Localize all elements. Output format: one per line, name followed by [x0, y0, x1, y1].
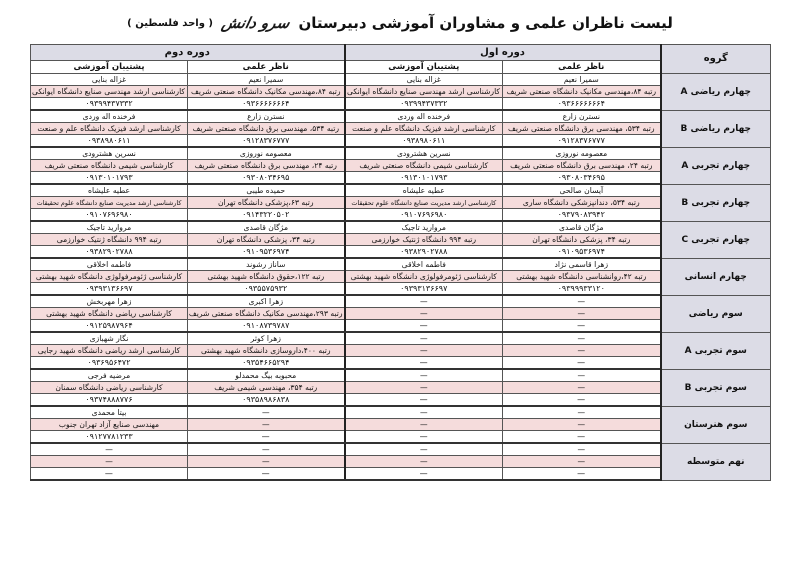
p1-support-name-cell: —	[345, 406, 503, 419]
group-label: سوم ریاضی	[661, 295, 771, 332]
table-body	[31, 74, 771, 481]
p1-supervisor-credential-cell: رتبه ۳۴، پزشکی دانشگاه تهران	[503, 234, 661, 246]
p1-support-credential-cell: —	[345, 308, 503, 320]
table-row	[31, 443, 771, 456]
p2-support-name-cell: بیتا محمدی	[31, 406, 188, 419]
p1-supervisor-phone-cell: —	[503, 357, 661, 370]
p1-support-name-cell: —	[345, 443, 503, 456]
p1-support-phone-cell: ۰۹۱۰۷۶۹۶۹۸۰	[345, 209, 503, 222]
group-label: سوم تجربی B	[661, 369, 771, 406]
table-row	[31, 209, 771, 222]
table-row	[31, 357, 771, 370]
p1-supervisor-credential-cell: —	[503, 456, 661, 468]
p2-supervisor-credential-cell: رتبه ۱۲۲،حقوق دانشگاه شهید بهشتی	[188, 271, 345, 283]
p1-support-phone-cell: —	[345, 468, 503, 481]
period-2-support-header: پشتیبان آموزشی	[31, 61, 188, 74]
p2-support-phone-cell: ۰۹۳۸۹۸۰۶۱۱	[31, 135, 188, 148]
table-row	[31, 160, 771, 172]
group-label: نهم متوسطه	[661, 443, 771, 480]
p1-support-phone-cell: ۰۹۱۳۰۱۰۱۷۹۳	[345, 172, 503, 185]
p2-support-name-cell: غزاله بنایی	[31, 74, 188, 86]
p1-support-name-cell: —	[345, 369, 503, 382]
group-label: چهارم ریاضی B	[661, 110, 771, 147]
p1-supervisor-name-cell: نسترن زارع	[503, 110, 661, 123]
staff-table-wrapper	[30, 44, 770, 481]
period-1-header: دوره اول	[345, 45, 661, 61]
p1-support-credential-cell: کارشناسی ارشد فیزیک دانشگاه علم و صنعت	[345, 123, 503, 135]
p1-supervisor-name-cell: —	[503, 295, 661, 308]
p1-supervisor-name-cell: زهرا قاسمی نژاد	[503, 258, 661, 271]
p1-supervisor-credential-cell: رتبه ۴۲،روانشناسی دانشگاه شهید بهشتی	[503, 271, 661, 283]
p2-supervisor-name-cell: سمیرا نعیم	[188, 74, 345, 86]
p1-support-credential-cell: —	[345, 419, 503, 431]
p2-support-credential-cell: کارشناسی شیمی دانشگاه صنعتی شریف	[31, 160, 188, 172]
p2-support-phone-cell: ۰۹۳۷۴۸۸۸۷۷۶	[31, 394, 188, 407]
p1-support-phone-cell: ۰۹۳۸۹۸۰۶۱۱	[345, 135, 503, 148]
p2-supervisor-name-cell: زهرا اکبری	[188, 295, 345, 308]
table-row	[31, 221, 771, 234]
table-row	[31, 283, 771, 296]
group-label: چهارم انسانی	[661, 258, 771, 295]
p1-support-credential-cell: کارشناسی ارشد مدیریت صنایع دانشگاه علوم تحقیقات	[345, 197, 503, 209]
p2-support-credential-cell: کارشناسی ژئومرفولوژی دانشگاه شهید بهشتی	[31, 271, 188, 283]
group-label: چهارم تجربی B	[661, 184, 771, 221]
table-row	[31, 123, 771, 135]
school-logo: سرو دانش	[220, 14, 292, 32]
p1-supervisor-credential-cell: رتبه ۵۳۴، دندانپزشکی دانشگاه ساری	[503, 197, 661, 209]
p2-supervisor-credential-cell: رتبه ۲۹۳،مهندسی مکانیک دانشگاه صنعتی شریف	[188, 308, 343, 318]
p2-support-phone-cell: ۰۹۳۸۲۹۰۲۷۸۸	[31, 246, 188, 259]
p2-support-credential-cell: کارشناسی ریاضی دانشگاه سمنان	[31, 382, 188, 394]
p2-supervisor-name-cell: معصومه نوروزی	[188, 147, 345, 160]
p1-supervisor-name-cell: مژگان قاصدی	[503, 221, 661, 234]
p2-support-name-cell: —	[31, 443, 188, 456]
table-row	[31, 369, 771, 382]
p2-support-phone-cell: ۰۹۱۲۵۹۸۷۹۶۴	[31, 320, 188, 333]
p2-supervisor-credential-cell: رتبه ۸۴،مهندسی مکانیک دانشگاه صنعتی شریف	[188, 86, 345, 98]
p1-supervisor-phone-cell: ۰۹۳۶۶۶۶۶۶۶۴	[503, 98, 661, 111]
p2-support-name-cell: عطیه علیشاه	[31, 184, 188, 197]
p2-supervisor-credential-cell: رتبه ۳۵۴، مهندسی شیمی شریف	[188, 382, 345, 394]
p1-support-name-cell: —	[345, 295, 503, 308]
p2-supervisor-phone-cell: ۰۹۳۵۴۶۶۵۲۹۴	[188, 357, 345, 370]
table-row	[31, 197, 771, 209]
p1-supervisor-name-cell: —	[503, 369, 661, 382]
p2-supervisor-credential-cell: رتبه ۶۳،پزشکی دانشگاه تهران	[188, 197, 345, 209]
period-1-supervisor-header: ناظر علمی	[503, 61, 661, 74]
p2-support-phone-cell: ۰۹۳۹۹۴۳۷۳۳۲	[31, 98, 188, 111]
table-row	[31, 98, 771, 111]
table-row	[31, 456, 771, 468]
period-1-support-header: پشتیبان آموزشی	[345, 61, 503, 74]
p1-supervisor-phone-cell: —	[503, 468, 661, 481]
p2-support-phone-cell: ۰۹۳۶۹۵۶۴۷۲	[31, 357, 188, 370]
table-row	[31, 406, 771, 419]
table-row	[31, 345, 771, 357]
p1-support-name-cell: عطیه علیشاه	[345, 184, 503, 197]
p1-supervisor-credential-cell: رتبه ۸۴،مهندسی مکانیک دانشگاه صنعتی شریف	[503, 86, 661, 98]
p2-supervisor-name-cell: نسترن زارع	[188, 110, 345, 123]
table-row	[31, 468, 771, 481]
p2-supervisor-phone-cell: ۰۹۳۰۸۰۳۴۶۹۵	[188, 172, 345, 185]
table-row	[31, 308, 771, 320]
table-row	[31, 394, 771, 407]
p2-supervisor-phone-cell: ۰۹۱۰۹۵۳۶۹۷۴	[188, 246, 345, 259]
p2-support-name-cell: فاطمه اخلاقی	[31, 258, 188, 271]
p2-supervisor-name-cell: —	[188, 443, 345, 456]
table-row	[31, 258, 771, 271]
p2-supervisor-name-cell: زهرا کوثر	[188, 332, 345, 345]
p2-supervisor-phone-cell: ۰۹۳۵۸۹۸۶۸۳۸	[188, 394, 345, 407]
p1-support-name-cell: نسرین هشترودی	[345, 147, 503, 160]
p1-support-credential-cell: کارشناسی ارشد مهندسی صنایع دانشگاه ایوانکی	[345, 86, 503, 98]
p2-support-credential-cell: مهندسی صنایع آزاد تهران جنوب	[31, 419, 188, 431]
p2-support-credential-cell: رتبه ۹۹۴ دانشگاه ژنتیک خوارزمی	[31, 234, 188, 246]
p1-supervisor-phone-cell: —	[503, 320, 661, 333]
table-row	[31, 271, 771, 283]
group-label: چهارم تجربی A	[661, 147, 771, 184]
p2-support-phone-cell: ۰۹۱۳۰۱۰۱۷۹۳	[31, 172, 188, 185]
p2-supervisor-phone-cell: —	[188, 468, 345, 481]
p1-support-phone-cell: —	[345, 357, 503, 370]
p2-supervisor-credential-cell: رتبه ۳۴، پزشکی دانشگاه تهران	[188, 234, 345, 246]
p1-supervisor-phone-cell: —	[503, 394, 661, 407]
p1-supervisor-credential-cell: —	[503, 345, 661, 357]
p1-supervisor-phone-cell: ۰۹۳۰۸۰۳۴۶۹۵	[503, 172, 661, 185]
staff-table	[30, 44, 771, 481]
period-2-header: دوره دوم	[31, 45, 345, 61]
p2-support-credential-cell: کارشناسی ارشد مهندسی صنایع دانشگاه ایوانکی	[31, 86, 188, 98]
table-row	[31, 110, 771, 123]
p2-support-name-cell: نگار شهبازی	[31, 332, 188, 345]
p2-support-name-cell: نسرین هشترودی	[31, 147, 188, 160]
table-row	[31, 184, 771, 197]
table-row	[31, 419, 771, 431]
p1-support-credential-cell: کارشناسی ژئومرفولوژی دانشگاه شهید بهشتی	[345, 271, 503, 283]
p2-support-name-cell: مرضیه فرجی	[31, 369, 188, 382]
p2-supervisor-name-cell: حمیده طیبی	[188, 184, 345, 197]
table-row	[31, 172, 771, 185]
p2-supervisor-credential-cell: —	[188, 419, 345, 431]
p1-supervisor-name-cell: —	[503, 443, 661, 456]
p1-supervisor-name-cell: —	[503, 406, 661, 419]
table-row	[31, 295, 771, 308]
group-label: سوم هنرستان	[661, 406, 771, 443]
p1-support-name-cell: مروارید تاجیک	[345, 221, 503, 234]
table-row	[31, 332, 771, 345]
p1-supervisor-credential-cell: رتبه ۵۳۴، مهندسی برق دانشگاه صنعتی شریف	[503, 123, 661, 135]
p1-supervisor-credential-cell: —	[503, 308, 661, 320]
group-label: چهارم ریاضی A	[661, 74, 771, 111]
p2-support-credential-cell: کارشناسی ارشد مدیریت صنایع دانشگاه علوم تحقیقات	[31, 197, 188, 209]
p1-supervisor-phone-cell: ۰۹۱۲۸۳۷۶۷۷۷	[503, 135, 661, 148]
p1-supervisor-credential-cell: —	[503, 419, 661, 431]
p1-supervisor-name-cell: آیسان صالحی	[503, 184, 661, 197]
p2-support-name-cell: فرخنده اله وردی	[31, 110, 188, 123]
p1-support-credential-cell: رتبه ۹۹۴ دانشگاه ژنتیک خوارزمی	[345, 234, 503, 246]
p1-support-phone-cell: —	[345, 320, 503, 333]
p1-support-credential-cell: کارشناسی شیمی دانشگاه صنعتی شریف	[345, 160, 503, 172]
p2-supervisor-name-cell: مژگان قاصدی	[188, 221, 345, 234]
p1-supervisor-name-cell: —	[503, 332, 661, 345]
p2-supervisor-name-cell: —	[188, 406, 345, 419]
p1-support-phone-cell: ۰۹۳۸۲۹۰۲۷۸۸	[345, 246, 503, 259]
p2-supervisor-credential-cell: —	[188, 456, 345, 468]
p2-support-credential-cell: —	[31, 456, 188, 468]
p1-support-credential-cell: —	[345, 456, 503, 468]
group-column-header: گروه	[661, 45, 771, 74]
table-row	[31, 320, 771, 333]
p2-supervisor-phone-cell: —	[188, 431, 345, 444]
table-row	[31, 147, 771, 160]
p1-support-phone-cell: —	[345, 394, 503, 407]
p1-supervisor-phone-cell: ۰۹۳۹۹۹۳۳۱۲۰	[503, 283, 661, 296]
p2-supervisor-phone-cell: ۰۹۳۶۶۶۶۶۶۶۴	[188, 98, 345, 111]
p1-support-name-cell: غزاله بنایی	[345, 74, 503, 86]
period-2-supervisor-header: ناظر علمی	[188, 61, 345, 74]
p2-support-name-cell: مروارید تاجیک	[31, 221, 188, 234]
p1-support-phone-cell: ۰۹۳۹۳۱۳۶۶۹۷	[345, 283, 503, 296]
p2-supervisor-credential-cell: رتبه ۵۳۴، مهندسی برق دانشگاه صنعتی شریف	[188, 123, 345, 135]
p1-supervisor-name-cell: سمیرا نعیم	[503, 74, 661, 86]
page-subtitle: ( واحد فلسطین )	[127, 17, 213, 29]
group-label: چهارم تجربی C	[661, 221, 771, 258]
table-row	[31, 382, 771, 394]
p1-support-credential-cell: —	[345, 345, 503, 357]
table-row	[31, 135, 771, 148]
p1-support-phone-cell: —	[345, 431, 503, 444]
p2-supervisor-credential-cell: رتبه ۲۴، مهندسی برق دانشگاه صنعتی شریف	[188, 160, 345, 172]
table-row	[31, 431, 771, 444]
p2-support-phone-cell: —	[31, 468, 188, 481]
table-row	[31, 86, 771, 98]
page-header	[0, 6, 800, 40]
p1-supervisor-phone-cell: ۰۹۱۰۹۵۳۶۹۷۴	[503, 246, 661, 259]
p1-support-name-cell: —	[345, 332, 503, 345]
p2-support-name-cell: زهرا مهربخش	[31, 295, 188, 308]
p1-supervisor-phone-cell: ۰۹۳۷۹۰۸۳۹۴۲	[503, 209, 661, 222]
p2-supervisor-credential-cell: رتبه ۴۰۰،داروسازی دانشگاه شهید بهشتی	[188, 345, 345, 357]
p2-supervisor-name-cell: ساناز رشوند	[188, 258, 345, 271]
p1-supervisor-credential-cell: —	[503, 382, 661, 394]
p2-support-credential-cell: کارشناسی ارشد فیزیک دانشگاه علم و صنعت	[31, 123, 188, 135]
table-row	[31, 246, 771, 259]
p2-support-phone-cell: ۰۹۱۰۷۶۹۶۹۸۰	[31, 209, 188, 222]
p1-support-name-cell: فاطمه اخلاقی	[345, 258, 503, 271]
p2-supervisor-phone-cell: ۰۹۱۴۳۲۲۰۵۰۲	[188, 209, 345, 222]
p1-supervisor-name-cell: معصومه نوروزی	[503, 147, 661, 160]
p1-supervisor-phone-cell: —	[503, 431, 661, 444]
p2-supervisor-phone-cell: ۰۹۳۵۵۷۵۹۳۲	[188, 283, 345, 296]
group-label: سوم تجربی A	[661, 332, 771, 369]
p2-supervisor-phone-cell: ۰۹۱۲۸۳۷۶۷۷۷	[188, 135, 345, 148]
p1-supervisor-credential-cell: رتبه ۲۴، مهندسی برق دانشگاه صنعتی شریف	[503, 160, 661, 172]
p2-supervisor-phone-cell: ۰۹۱۰۸۷۳۹۷۸۷	[188, 320, 345, 333]
p2-support-credential-cell: کارشناسی ریاضی دانشگاه شهید بهشتی	[31, 308, 188, 320]
page-title: لیست ناظران علمی و مشاوران آموزشی دبیرستان	[298, 14, 673, 32]
table-row	[31, 74, 771, 86]
p2-support-phone-cell: ۰۹۳۹۳۱۳۶۶۹۷	[31, 283, 188, 296]
p2-support-phone-cell: ۰۹۱۲۷۷۸۱۲۳۳	[31, 431, 188, 444]
p1-support-phone-cell: ۰۹۳۹۹۴۳۷۳۳۲	[345, 98, 503, 111]
p1-support-name-cell: فرخنده اله وردی	[345, 110, 503, 123]
p1-support-credential-cell: —	[345, 382, 503, 394]
p2-support-credential-cell: کارشناسی ارشد ریاضی دانشگاه شهید رجایی	[31, 345, 188, 357]
p2-supervisor-name-cell: محبوبه بیگ محمدلو	[188, 369, 345, 382]
table-row	[31, 234, 771, 246]
